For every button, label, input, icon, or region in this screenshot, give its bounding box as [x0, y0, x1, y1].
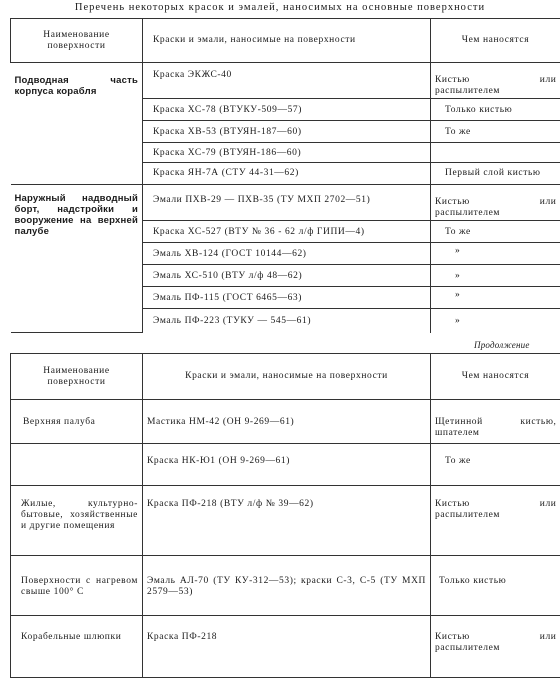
- paint-cell: Эмаль ХС-510 (ВТУ л/ф 48—62): [143, 265, 431, 287]
- surface-cell: Жилые, культурно-бытовые, хозяйственные и другие помещения: [11, 486, 143, 556]
- method-cell: Щетинной кистью, шпателем: [431, 400, 560, 444]
- paint-cell: Краска ХС-79 (ВТУЯН-186—60): [143, 143, 431, 163]
- surface-cell: Верхняя палуба: [11, 400, 143, 444]
- table-row: [11, 486, 560, 556]
- paint-table-2: [10, 353, 560, 678]
- paint-cell: Эмаль ПФ-223 (ТУКУ — 545—61): [143, 309, 431, 333]
- method-cell: »: [431, 265, 560, 287]
- continuation-label: Продолжение: [474, 340, 530, 350]
- table-row: [11, 400, 560, 444]
- method-cell: Кистью или распылителем: [431, 185, 560, 221]
- surface-cell: Корабельные шлюпки: [11, 616, 143, 678]
- table-header-row: [11, 19, 560, 63]
- paint-cell: Краска ЯН-7А (СТУ 44-31—62): [143, 163, 431, 185]
- method-cell: »: [431, 243, 560, 265]
- paint-cell: Эмали ПХВ-29 — ПХВ-35 (ТУ МХП 2702—51): [143, 185, 431, 221]
- method-cell: Кистью или распылителем: [431, 63, 560, 99]
- paint-table-1: [10, 18, 560, 333]
- paint-cell: Эмаль АЛ-70 (ТУ КУ-312—53); краски С-3, С-5 (ТУ МХП 2579—53): [143, 556, 431, 616]
- paint-cell: Краска ЭКЖС-40: [143, 63, 431, 99]
- paint-cell: Краска ХВ-53 (ВТУЯН-187—60): [143, 121, 431, 143]
- paint-cell: Краска ПФ-218: [143, 616, 431, 678]
- method-cell: »: [431, 309, 560, 333]
- method-cell: То же: [431, 444, 560, 486]
- method-cell: То же: [431, 121, 560, 143]
- header-method: Чем наносятся: [431, 354, 560, 400]
- method-cell: Только кистью: [431, 99, 560, 121]
- header-method: Чем наносятся: [431, 19, 560, 63]
- method-cell: Только кистью: [431, 556, 560, 616]
- paint-cell: Краска ХС-527 (ВТУ № 36 - 62 л/ф ГИПИ—4): [143, 221, 431, 243]
- paint-cell: Краска ПФ-218 (ВТУ л/ф № 39—62): [143, 486, 431, 556]
- table-row: [11, 63, 560, 99]
- method-cell: Первый слой кистью: [431, 163, 560, 185]
- table-row: [11, 185, 560, 221]
- paint-cell: Краска НК-Ю1 (ОН 9-269—61): [143, 444, 431, 486]
- surface-cell: Подводная часть корпуса корабля: [11, 63, 143, 185]
- surface-cell: [11, 444, 143, 486]
- surface-cell: Поверхности с нагревом свыше 100° С: [11, 556, 143, 616]
- header-surface: Наименование поверхности: [11, 354, 143, 400]
- method-cell: [431, 143, 560, 163]
- method-cell: Кистью или распылителем: [431, 486, 560, 556]
- document-title: Перечень некоторых красок и эмалей, наносимых на основные поверхности: [74, 2, 486, 13]
- header-paints: Краски и эмали, наносимые на поверхности: [143, 19, 431, 63]
- surface-cell: Наружный надводный борт, надстройки и вооружение на верхней палубе: [11, 185, 143, 333]
- method-cell: »: [431, 287, 560, 309]
- method-cell: Кистью или распылителем: [431, 616, 560, 678]
- table-header-row: [11, 354, 560, 400]
- table-row: [11, 616, 560, 678]
- paint-cell: Эмаль ХВ-124 (ГОСТ 10144—62): [143, 243, 431, 265]
- header-paints: Краски и эмали, наносимые на поверхности: [143, 354, 431, 400]
- paint-cell: Мастика НМ-42 (ОН 9-269—61): [143, 400, 431, 444]
- header-surface: Наименование поверхности: [11, 19, 143, 63]
- paint-cell: Краска ХС-78 (ВТУКУ-509—57): [143, 99, 431, 121]
- table-row: [11, 556, 560, 616]
- paint-cell: Эмаль ПФ-115 (ГОСТ 6465—63): [143, 287, 431, 309]
- table-row: [11, 444, 560, 486]
- method-cell: То же: [431, 221, 560, 243]
